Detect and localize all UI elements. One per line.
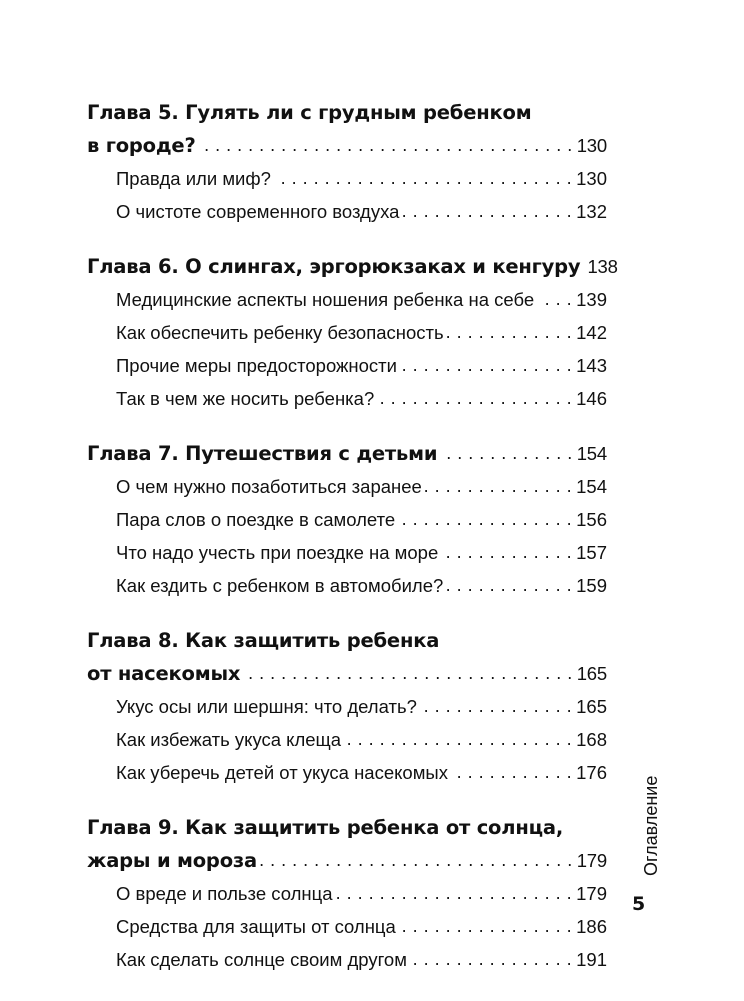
page-ref: 159 [576, 575, 607, 596]
page-ref: 176 [576, 762, 607, 783]
chapter-title-line [87, 811, 607, 844]
dot-leader [344, 723, 572, 756]
subsection-title: О чем нужно позаботиться заранее [116, 476, 422, 497]
page-ref: 165 [576, 663, 607, 684]
page-ref: 130 [576, 135, 607, 156]
running-section-title: Оглавление [641, 775, 661, 876]
dot-leader [260, 844, 573, 877]
subsection-title: Пара слов о поездке в самолете [116, 509, 396, 530]
dot-leader [447, 316, 572, 349]
dot-leader [446, 569, 572, 602]
page-ref: 186 [576, 916, 607, 937]
dot-leader [402, 195, 572, 228]
toc-subsection[interactable] [87, 162, 607, 195]
page-ref: 154 [576, 476, 607, 497]
chapter-entry[interactable] [87, 250, 618, 283]
toc-subsection[interactable] [87, 316, 607, 349]
subsection-title: Как обеспечить ребенку безопасность [116, 322, 444, 343]
dot-leader [410, 943, 572, 976]
page-ref: 168 [576, 729, 607, 750]
page-ref: 165 [576, 696, 607, 717]
page-ref: 132 [576, 201, 607, 222]
dot-leader [243, 657, 572, 690]
subsection-title: Прочие меры предосторожности [116, 355, 397, 376]
dot-leader [377, 382, 572, 415]
page-ref: 130 [576, 168, 607, 189]
subsection-title: Как избежать укуса клеща [116, 729, 342, 750]
dot-leader [420, 690, 572, 723]
toc-subsection[interactable] [87, 910, 607, 943]
toc-subsection[interactable] [87, 536, 607, 569]
toc-chapter-5 [87, 96, 607, 228]
subsection-title: Так в чем же носить ребенка? [116, 388, 375, 409]
toc-subsection[interactable] [87, 690, 607, 723]
page-ref: 179 [576, 883, 607, 904]
page-ref: 138 [587, 256, 618, 277]
toc-subsection[interactable] [87, 470, 607, 503]
page-ref: 143 [576, 355, 607, 376]
chapter-title-continued: в городе? [87, 134, 196, 157]
page-ref: 179 [576, 850, 607, 871]
chapter-title: Глава 7. Путешествия с детьми [87, 442, 438, 465]
page-ref: 142 [576, 322, 607, 343]
dot-leader [274, 162, 572, 195]
chapter-title: Глава 6. О слингах, эргорюкзаках и кенгуру [87, 255, 581, 278]
toc-subsection[interactable] [87, 382, 607, 415]
page-ref: 146 [576, 388, 607, 409]
subsection-title: Как сделать солнце своим другом [116, 949, 407, 970]
dot-leader [336, 877, 573, 910]
toc-chapter-8 [87, 624, 607, 789]
toc-chapter-7 [87, 437, 607, 602]
toc-subsection[interactable] [87, 756, 607, 789]
dot-leader [400, 349, 572, 382]
dot-leader [537, 283, 572, 316]
chapter-title-line [87, 96, 607, 129]
chapter-title: Глава 9. Как защитить ребенка от солнца, [87, 816, 564, 839]
page-ref: 139 [576, 289, 607, 310]
toc-subsection[interactable] [87, 349, 607, 382]
toc-subsection[interactable] [87, 723, 607, 756]
subsection-title: Как ездить с ребенком в автомобиле? [116, 575, 444, 596]
subsection-title: Как уберечь детей от укуса насекомых [116, 762, 448, 783]
subsection-title: О чистоте современного воздуха [116, 201, 400, 222]
chapter-title: Глава 8. Как защитить ребенка [87, 629, 440, 652]
toc-subsection[interactable] [87, 569, 607, 602]
dot-leader [425, 470, 572, 503]
page-ref: 156 [576, 509, 607, 530]
toc-chapter-6 [87, 250, 618, 415]
page-ref: 157 [576, 542, 607, 563]
subsection-title: Средства для защиты от солнца [116, 916, 396, 937]
toc-subsection[interactable] [87, 503, 607, 536]
toc-subsection[interactable] [87, 943, 607, 976]
dot-leader [399, 910, 572, 943]
chapter-entry[interactable] [87, 437, 607, 470]
toc-subsection[interactable] [87, 283, 607, 316]
subsection-title: Правда или миф? [116, 168, 271, 189]
page-number: 5 [632, 893, 646, 915]
subsection-title: Укус осы или шершня: что делать? [116, 696, 417, 717]
toc-subsection[interactable] [87, 877, 607, 910]
dot-leader [398, 503, 572, 536]
chapter-entry[interactable] [87, 129, 607, 162]
chapter-entry[interactable] [87, 657, 607, 690]
chapter-title: Глава 5. Гулять ли с грудным ребенком [87, 101, 532, 124]
toc-chapter-9 [87, 811, 607, 976]
subsection-title: О вреде и пользе солнца [116, 883, 333, 904]
subsection-title: Медицинские аспекты ношения ребенка на себе [116, 289, 535, 310]
page-ref: 191 [576, 949, 607, 970]
table-of-contents [87, 96, 618, 976]
dot-leader [199, 129, 573, 162]
dot-leader [440, 437, 572, 470]
chapter-entry[interactable] [87, 844, 607, 877]
chapter-title-continued: от насекомых [87, 662, 241, 685]
toc-subsection[interactable] [87, 195, 607, 228]
subsection-title: Что надо учесть при поездке на море [116, 542, 439, 563]
dot-leader [441, 536, 572, 569]
chapter-title-line [87, 624, 607, 657]
dot-leader [451, 756, 572, 789]
page-ref: 154 [576, 443, 607, 464]
chapter-title-continued: жары и мороза [87, 849, 257, 872]
